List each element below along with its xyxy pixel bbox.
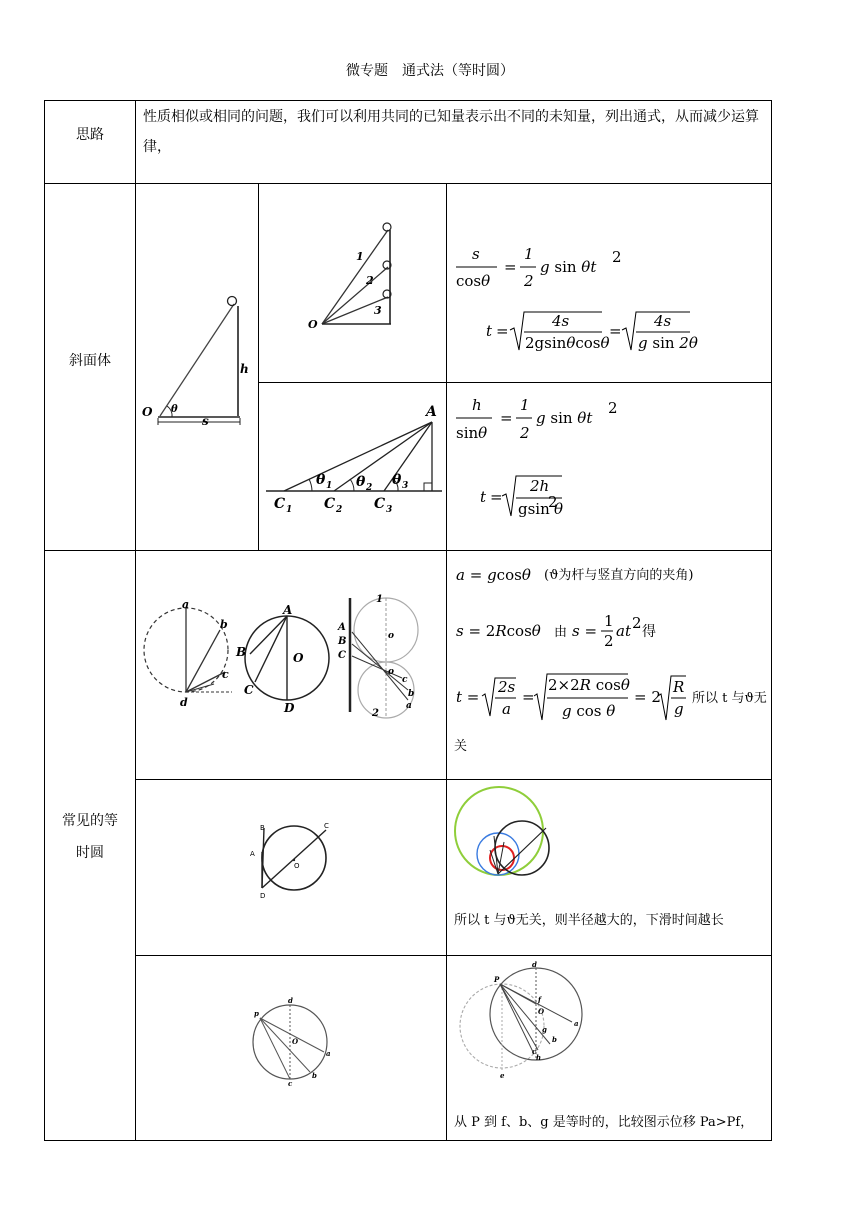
d1-b: b — [220, 618, 228, 631]
circle-diagram-chords — [244, 818, 344, 898]
svg-text:2: 2 — [524, 272, 534, 290]
svg-text:=: = — [500, 409, 513, 427]
silu-label: 思路 — [76, 127, 104, 143]
svg-text:R: R — [673, 678, 685, 696]
svg-text:2: 2 — [520, 424, 530, 442]
d2-D: D — [284, 701, 295, 715]
circle-formula-accel — [452, 560, 768, 590]
circle-diagram-tangent — [336, 590, 422, 720]
angles-t1-label: θ — [316, 472, 326, 488]
de-text: 得 — [642, 624, 656, 640]
d7-f: f — [538, 995, 542, 1004]
d6-O: O — [292, 1037, 299, 1046]
angles-t2-sub: 2 — [366, 483, 373, 493]
svg-text:1: 1 — [604, 612, 614, 630]
d2-B: B — [236, 645, 247, 659]
incline-s-label: s — [202, 414, 209, 428]
silu-text: 性质相似或相同的问题，我们可以利用共同的已知量表示出不同的未知量，列出通式，从而减少运算律， — [143, 109, 759, 155]
svg-text:= 2: = 2 — [634, 688, 661, 706]
three-3-label: 3 — [374, 304, 382, 317]
circle-diagram-colored — [450, 784, 560, 894]
incline-label: 斜面体 — [69, 353, 111, 369]
circle-diagram-compare — [452, 958, 592, 1082]
svg-text:s = 2Rcosθ: s = 2Rcosθ — [456, 622, 541, 640]
d3-2: 2 — [372, 708, 379, 719]
d3-A: A — [338, 622, 346, 633]
svg-text:2×2R cosθ: 2×2R cosθ — [548, 676, 630, 694]
incline-theta-label: θ — [171, 404, 178, 415]
incline-h-label: h — [240, 362, 249, 376]
compare-text: 从 P 到 f、b、g 是等时的，比较图示位移 Pa>Pf， — [454, 1115, 754, 1130]
d1-d: d — [180, 696, 188, 709]
three-o-label: O — [308, 318, 318, 331]
d2-O: O — [293, 651, 304, 665]
svg-text:g sin θt: g sin θt — [536, 409, 593, 427]
svg-text:=: = — [609, 322, 622, 340]
svg-text:t: t — [480, 488, 487, 506]
svg-text:2: 2 — [604, 632, 614, 650]
page-title: 微专题 通式法（等时圆） — [346, 63, 514, 79]
svg-text:2: 2 — [612, 248, 622, 266]
svg-text:2gsinθcosθ: 2gsinθcosθ — [525, 334, 610, 352]
incline-diagram-angles — [262, 400, 446, 520]
d7-a: a — [574, 1019, 579, 1028]
svg-text:1: 1 — [520, 396, 530, 414]
svg-text:t =: t = — [456, 688, 480, 706]
d1-a: a — [182, 598, 190, 611]
three-1-label: 1 — [356, 250, 364, 263]
angles-t2-label: θ — [356, 474, 366, 490]
d6-a: a — [326, 1049, 331, 1058]
svg-text:2: 2 — [608, 399, 618, 417]
angles-a-label: A — [426, 404, 437, 420]
d4-O: O — [294, 862, 300, 870]
svg-text:由: 由 — [554, 625, 568, 640]
d6-d: d — [288, 996, 293, 1005]
d2-A: A — [283, 603, 293, 617]
d2-C: C — [244, 683, 254, 697]
angles-t3-sub: 3 — [402, 481, 409, 491]
svg-text:g: g — [674, 700, 684, 718]
circle-diagram-abcdo — [232, 600, 336, 715]
circle-diagram-pdoabc — [246, 994, 346, 1090]
incline-o-label: O — [142, 405, 153, 419]
d4-D: D — [260, 892, 266, 900]
d6-b: b — [312, 1071, 317, 1080]
d3-b: b — [408, 689, 415, 699]
d7-O: O — [538, 1007, 545, 1016]
guan-text: 关 — [454, 739, 468, 754]
svg-text:t: t — [486, 322, 493, 340]
angles-c1-label: C — [274, 496, 286, 512]
accel-note: (ϑ为杆与竖直方向的夹角) — [544, 568, 694, 583]
incline-formula-top — [452, 240, 762, 370]
circle-label-line1: 常见的等 — [62, 813, 118, 829]
d6-p: p — [254, 1009, 259, 1018]
d3-B: B — [338, 636, 347, 647]
d7-d: d — [532, 960, 537, 969]
incline-formula-bottom — [452, 392, 762, 532]
d3-1: 1 — [376, 594, 383, 605]
svg-text:a: a — [502, 700, 511, 718]
incline-diagram-three — [300, 214, 410, 334]
svg-text:=: = — [490, 488, 503, 506]
radius-text: 所以 t 与ϑ无关，则半径越大的，下滑时间越长 — [454, 913, 724, 928]
svg-text:h: h — [472, 396, 482, 414]
angles-c2-sub: 2 — [336, 505, 343, 515]
svg-text:g sin 2θ: g sin 2θ — [638, 334, 698, 352]
svg-text:g sin θt: g sin θt — [540, 258, 597, 276]
svg-text:θ: θ — [554, 500, 564, 518]
angles-t3-label: θ — [392, 472, 402, 488]
svg-text:1: 1 — [524, 245, 534, 263]
d7-e: e — [500, 1071, 505, 1080]
svg-text:a = gcosθ: a = gcosθ — [456, 566, 531, 584]
angles-c2-label: C — [324, 496, 336, 512]
circle-formula-s — [452, 608, 768, 658]
f1-s: s — [472, 245, 480, 263]
svg-text:2h: 2h — [530, 477, 550, 495]
svg-text:4s: 4s — [654, 312, 672, 330]
svg-text:=: = — [522, 688, 535, 706]
d7-c: c — [532, 1047, 537, 1056]
svg-text:=: = — [504, 258, 517, 276]
d7-h: h — [536, 1053, 542, 1062]
svg-text:s =: s = — [572, 622, 598, 640]
d6-c: c — [288, 1079, 293, 1088]
incline-diagram-single — [136, 290, 256, 430]
d7-P: P — [494, 975, 500, 984]
angles-t1-sub: 1 — [326, 481, 333, 491]
d3-o1: o — [388, 631, 395, 641]
svg-text:g cos θ: g cos θ — [562, 702, 616, 720]
angles-c1-sub: 1 — [286, 505, 293, 515]
svg-text:gsin: gsin — [518, 500, 550, 518]
svg-text:4s: 4s — [552, 312, 570, 330]
d3-C: C — [338, 650, 346, 661]
svg-text:2s: 2s — [498, 678, 516, 696]
d4-C: C — [324, 822, 329, 830]
circle-diagram-abcd — [140, 600, 240, 710]
svg-text:=: = — [496, 322, 509, 340]
d7-g: g — [542, 1025, 547, 1034]
circle-label-line2: 时圆 — [76, 845, 104, 861]
suoyi-text: 所以 t 与ϑ无 — [692, 691, 767, 706]
d4-B: B — [260, 824, 265, 832]
d7-b: b — [552, 1035, 557, 1044]
d3-o2: o — [388, 667, 395, 677]
d3-a: a — [406, 701, 412, 711]
f1-cos: cosθ — [456, 272, 491, 290]
angles-c3-sub: 3 — [386, 505, 393, 515]
d4-A: A — [250, 850, 255, 858]
angles-c3-label: C — [374, 496, 386, 512]
d1-c: c — [222, 668, 229, 681]
svg-text:at: at — [616, 622, 631, 640]
svg-text:2: 2 — [548, 493, 558, 511]
svg-text:sinθ: sinθ — [456, 424, 488, 442]
svg-text:2: 2 — [632, 614, 642, 632]
three-2-label: 2 — [366, 274, 374, 287]
d3-c: c — [402, 675, 408, 685]
